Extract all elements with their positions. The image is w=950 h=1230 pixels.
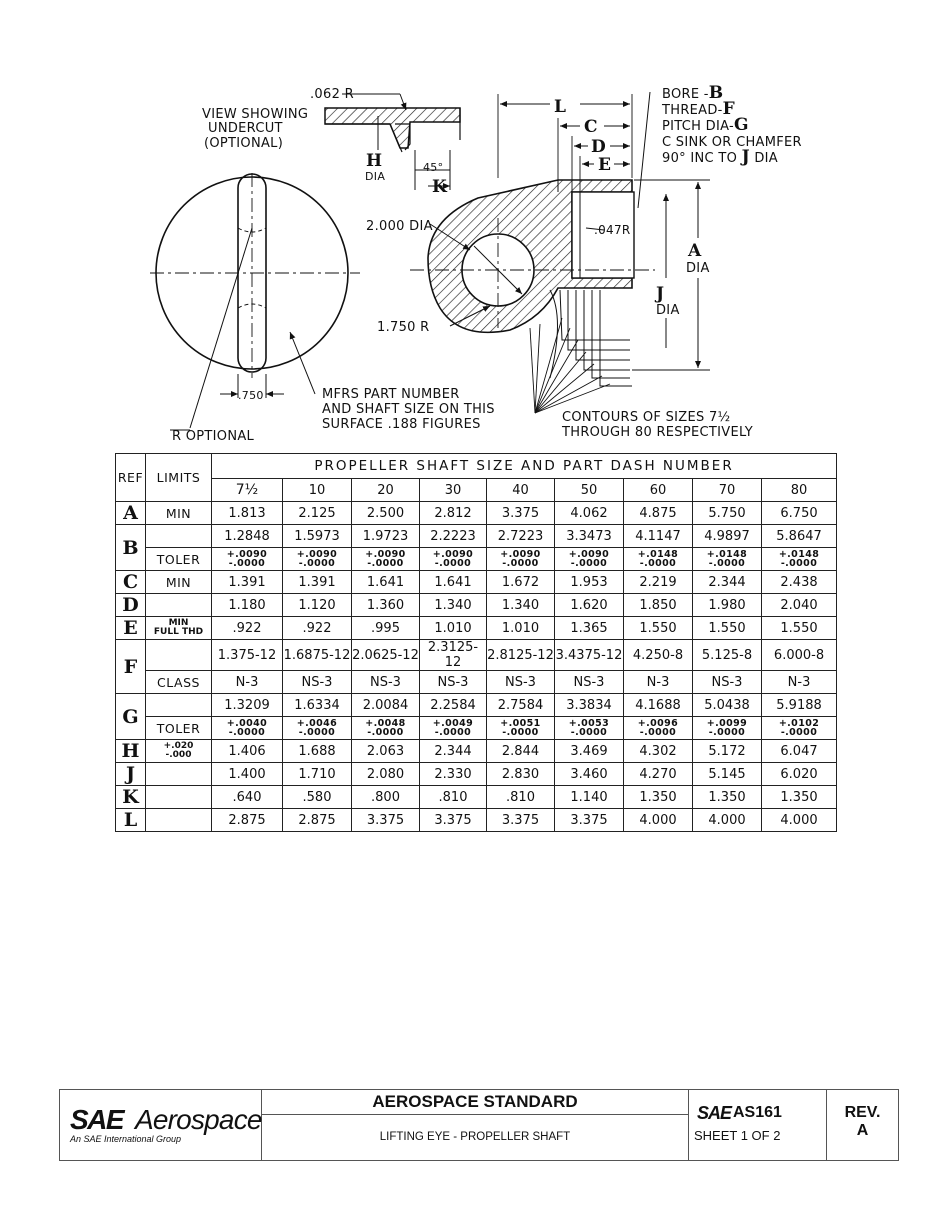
- value-cell: 3.4375-12: [555, 640, 624, 671]
- logo-sae-text: SAE: [70, 1104, 124, 1135]
- table-body: [116, 502, 837, 832]
- value-cell: 2.8125-12: [487, 640, 555, 671]
- value-cell: 4.000: [762, 809, 837, 832]
- document-number-cell: [689, 1090, 827, 1160]
- dim-letter-j: J: [656, 284, 665, 304]
- technical-drawing: [110, 78, 845, 448]
- value-cell: 2.844: [487, 740, 555, 763]
- value-cell: 1.9723: [352, 525, 420, 548]
- value-cell: 2.125: [283, 502, 352, 525]
- value-cell: +.0090 -.0000: [487, 548, 555, 571]
- value-cell: 3.375: [352, 809, 420, 832]
- value-cell: 2.2584: [420, 694, 487, 717]
- table-row: [116, 740, 837, 763]
- table-row: [116, 571, 837, 594]
- view-undercut-line-2: UNDERCUT: [208, 121, 283, 136]
- value-cell: 6.047: [762, 740, 837, 763]
- value-cell: 6.020: [762, 763, 837, 786]
- thread-note-text: THREAD-: [662, 103, 723, 118]
- value-cell: +.0102 -.0000: [762, 717, 837, 740]
- value-cell: NS-3: [555, 671, 624, 694]
- sae-aerospace-logo: [60, 1090, 262, 1160]
- value-cell: 1.688: [283, 740, 352, 763]
- ref-header: REF: [116, 454, 146, 502]
- document-number: AS161: [733, 1104, 782, 1121]
- svg-text:THREAD-F: [661, 99, 735, 119]
- value-cell: 4.1688: [624, 694, 693, 717]
- table-row: [116, 594, 837, 617]
- value-cell: 1.850: [624, 594, 693, 617]
- limit-cell: [146, 525, 212, 548]
- value-cell: 2.7584: [487, 694, 555, 717]
- standard-label: AEROSPACE STANDARD: [262, 1090, 688, 1115]
- limit-cell: [146, 809, 212, 832]
- value-cell: 1.6875-12: [283, 640, 352, 671]
- dim-letter-k: K: [432, 177, 447, 197]
- mfrs-note-line-2: AND SHAFT SIZE ON THIS: [322, 402, 495, 417]
- ref-cell: C: [116, 571, 146, 594]
- value-cell: 5.8647: [762, 525, 837, 548]
- value-cell: 1.406: [212, 740, 283, 763]
- value-cell: +.0040 -.0000: [212, 717, 283, 740]
- value-cell: +.0046 -.0000: [283, 717, 352, 740]
- size-group-header: PROPELLER SHAFT SIZE AND PART DASH NUMBER: [212, 454, 837, 479]
- value-cell: 1.6334: [283, 694, 352, 717]
- value-cell: 3.375: [487, 809, 555, 832]
- value-cell: 2.875: [283, 809, 352, 832]
- value-cell: 4.9897: [693, 525, 762, 548]
- limit-cell: MIN FULL THD: [146, 617, 212, 640]
- title-block: [59, 1089, 899, 1161]
- value-cell: 1.400: [212, 763, 283, 786]
- svg-text:90° INC TO J DIA: [662, 147, 778, 167]
- value-cell: 2.2223: [420, 525, 487, 548]
- limit-cell: [146, 694, 212, 717]
- ref-cell: J: [116, 763, 146, 786]
- label-062r: .062 R: [310, 87, 354, 102]
- revision-label: REV.: [844, 1104, 881, 1121]
- value-cell: 2.063: [352, 740, 420, 763]
- value-cell: .800: [352, 786, 420, 809]
- value-cell: +.0049 -.0000: [420, 717, 487, 740]
- ref-cell: H: [116, 740, 146, 763]
- value-cell: 4.062: [555, 502, 624, 525]
- ref-cell: B: [116, 525, 146, 571]
- value-cell: +.0099 -.0000: [693, 717, 762, 740]
- value-cell: 3.3473: [555, 525, 624, 548]
- svg-text:PITCH DIA-G: [662, 115, 749, 135]
- bore-note-text: BORE -: [662, 87, 709, 102]
- value-cell: +.0048 -.0000: [352, 717, 420, 740]
- value-cell: NS-3: [283, 671, 352, 694]
- value-cell: 1.350: [624, 786, 693, 809]
- size-header-cell: 70: [693, 479, 762, 502]
- value-cell: +.0090 -.0000: [555, 548, 624, 571]
- inc-note-letter-j: J: [741, 147, 750, 167]
- label-047r: .047R: [594, 223, 631, 237]
- size-header-row: [116, 479, 837, 502]
- inc-note-text: 90° INC TO: [662, 151, 738, 166]
- value-cell: 2.830: [487, 763, 555, 786]
- size-header-cell: 30: [420, 479, 487, 502]
- value-cell: 1.365: [555, 617, 624, 640]
- table-row: [116, 763, 837, 786]
- table-row: [116, 548, 837, 571]
- contours-note-line-2: THROUGH 80 RESPECTIVELY: [562, 425, 754, 440]
- value-cell: 2.500: [352, 502, 420, 525]
- undercut-detail-view: [325, 94, 460, 190]
- value-cell: 1.2848: [212, 525, 283, 548]
- value-cell: +.0090 -.0000: [420, 548, 487, 571]
- value-cell: 1.375-12: [212, 640, 283, 671]
- value-cell: 1.180: [212, 594, 283, 617]
- value-cell: N-3: [212, 671, 283, 694]
- value-cell: 2.3125-12: [420, 640, 487, 671]
- value-cell: +.0090 -.0000: [212, 548, 283, 571]
- view-undercut-line-1: VIEW SHOWING: [202, 107, 309, 122]
- view-undercut-line-3: (OPTIONAL): [204, 136, 284, 151]
- value-cell: 5.9188: [762, 694, 837, 717]
- label-750: .750: [238, 389, 264, 402]
- thread-note-letter-f: F: [722, 99, 736, 119]
- value-cell: NS-3: [693, 671, 762, 694]
- bore-thread-note: [661, 83, 802, 167]
- logo-aerospace-text: Aerospace: [135, 1104, 262, 1135]
- value-cell: 4.000: [624, 809, 693, 832]
- value-cell: 1.550: [624, 617, 693, 640]
- value-cell: .640: [212, 786, 283, 809]
- value-cell: 4.270: [624, 763, 693, 786]
- value-cell: 5.0438: [693, 694, 762, 717]
- logo-subtitle: An SAE International Group: [70, 1134, 182, 1144]
- value-cell: .810: [487, 786, 555, 809]
- size-header-cell: 60: [624, 479, 693, 502]
- value-cell: +.0148 -.0000: [762, 548, 837, 571]
- value-cell: 3.469: [555, 740, 624, 763]
- value-cell: 1.120: [283, 594, 352, 617]
- dim-letter-e: E: [598, 155, 611, 175]
- dim-letter-h: H: [366, 151, 383, 171]
- value-cell: 1.350: [693, 786, 762, 809]
- dimension-table: [115, 453, 837, 832]
- pitch-note-text: PITCH DIA-: [662, 119, 734, 134]
- value-cell: 1.350: [762, 786, 837, 809]
- ref-cell: E: [116, 617, 146, 640]
- value-cell: 2.0084: [352, 694, 420, 717]
- value-cell: NS-3: [420, 671, 487, 694]
- label-1750r: 1.750 R: [377, 320, 430, 335]
- size-header-cell: 40: [487, 479, 555, 502]
- value-cell: 2.080: [352, 763, 420, 786]
- value-cell: 4.302: [624, 740, 693, 763]
- value-cell: +.0096 -.0000: [624, 717, 693, 740]
- ref-cell: A: [116, 502, 146, 525]
- mfrs-note-line-1: MFRS PART NUMBER: [322, 387, 460, 402]
- ref-cell: G: [116, 694, 146, 740]
- title-center: [262, 1090, 689, 1160]
- table-row: [116, 717, 837, 740]
- size-header-cell: 10: [283, 479, 352, 502]
- value-cell: 2.219: [624, 571, 693, 594]
- size-header-cell: 50: [555, 479, 624, 502]
- value-cell: 1.620: [555, 594, 624, 617]
- value-cell: NS-3: [487, 671, 555, 694]
- limit-cell: TOLER: [146, 717, 212, 740]
- value-cell: 5.125-8: [693, 640, 762, 671]
- value-cell: 5.172: [693, 740, 762, 763]
- label-2000-dia: 2.000 DIA: [366, 219, 433, 234]
- value-cell: 2.438: [762, 571, 837, 594]
- value-cell: 3.375: [420, 809, 487, 832]
- limit-cell: [146, 640, 212, 671]
- value-cell: 1.010: [487, 617, 555, 640]
- svg-text:BORE -B: [662, 83, 723, 103]
- limit-cell: MIN: [146, 502, 212, 525]
- value-cell: 1.340: [487, 594, 555, 617]
- r-optional-note: R OPTIONAL: [172, 429, 255, 444]
- value-cell: 2.7223: [487, 525, 555, 548]
- revision-value: A: [856, 1122, 869, 1139]
- value-cell: .810: [420, 786, 487, 809]
- table-row: [116, 617, 837, 640]
- table-row: [116, 671, 837, 694]
- limit-cell: [146, 763, 212, 786]
- value-cell: N-3: [624, 671, 693, 694]
- table-row: [116, 640, 837, 671]
- inc-note-suffix: DIA: [754, 151, 778, 166]
- limit-cell: +.020 -.000: [146, 740, 212, 763]
- sheet-number: SHEET 1 OF 2: [694, 1128, 781, 1143]
- table-row: [116, 786, 837, 809]
- value-cell: +.0148 -.0000: [624, 548, 693, 571]
- value-cell: 2.812: [420, 502, 487, 525]
- value-cell: 5.145: [693, 763, 762, 786]
- value-cell: .922: [283, 617, 352, 640]
- ref-cell: L: [116, 809, 146, 832]
- value-cell: 1.391: [283, 571, 352, 594]
- value-cell: 1.672: [487, 571, 555, 594]
- table-row: [116, 694, 837, 717]
- dim-letter-l: L: [554, 97, 566, 117]
- value-cell: NS-3: [352, 671, 420, 694]
- value-cell: 3.375: [487, 502, 555, 525]
- dim-letter-c: C: [584, 117, 598, 137]
- value-cell: +.0051 -.0000: [487, 717, 555, 740]
- label-h-dia: DIA: [365, 170, 386, 183]
- contours-note-line-1: CONTOURS OF SIZES 7½: [562, 410, 731, 425]
- value-cell: 4.875: [624, 502, 693, 525]
- value-cell: 1.641: [420, 571, 487, 594]
- label-45-degrees: 45°: [423, 161, 444, 174]
- value-cell: .995: [352, 617, 420, 640]
- value-cell: 2.344: [420, 740, 487, 763]
- value-cell: 1.550: [762, 617, 837, 640]
- pitch-note-letter-g: G: [733, 115, 749, 135]
- value-cell: 4.000: [693, 809, 762, 832]
- value-cell: 6.000-8: [762, 640, 837, 671]
- limit-cell: CLASS: [146, 671, 212, 694]
- limit-cell: TOLER: [146, 548, 212, 571]
- value-cell: +.0053 -.0000: [555, 717, 624, 740]
- label-a-dia: DIA: [686, 261, 710, 276]
- size-header-cell: 20: [352, 479, 420, 502]
- value-cell: 4.1147: [624, 525, 693, 548]
- value-cell: 1.980: [693, 594, 762, 617]
- size-header-cell: 80: [762, 479, 837, 502]
- value-cell: .922: [212, 617, 283, 640]
- value-cell: 1.010: [420, 617, 487, 640]
- doc-sae-logo: SAE: [697, 1103, 732, 1123]
- table-row: [116, 525, 837, 548]
- limit-cell: [146, 594, 212, 617]
- value-cell: 1.641: [352, 571, 420, 594]
- size-header-cell: 7½: [212, 479, 283, 502]
- value-cell: 3.3834: [555, 694, 624, 717]
- value-cell: N-3: [762, 671, 837, 694]
- value-cell: 6.750: [762, 502, 837, 525]
- value-cell: 1.813: [212, 502, 283, 525]
- value-cell: 1.340: [420, 594, 487, 617]
- value-cell: 1.140: [555, 786, 624, 809]
- dim-letter-d: D: [591, 137, 606, 157]
- value-cell: 1.3209: [212, 694, 283, 717]
- value-cell: 2.330: [420, 763, 487, 786]
- value-cell: 1.5973: [283, 525, 352, 548]
- limit-cell: MIN: [146, 571, 212, 594]
- value-cell: 1.710: [283, 763, 352, 786]
- value-cell: +.0148 -.0000: [693, 548, 762, 571]
- ref-cell: D: [116, 594, 146, 617]
- value-cell: 1.360: [352, 594, 420, 617]
- value-cell: 3.375: [555, 809, 624, 832]
- label-j-dia: DIA: [656, 303, 680, 318]
- ref-cell: K: [116, 786, 146, 809]
- value-cell: 1.953: [555, 571, 624, 594]
- document-title: LIFTING EYE - PROPELLER SHAFT: [379, 1131, 571, 1143]
- value-cell: 2.344: [693, 571, 762, 594]
- value-cell: 4.250-8: [624, 640, 693, 671]
- value-cell: +.0090 -.0000: [283, 548, 352, 571]
- bore-note-letter-b: B: [708, 83, 724, 103]
- value-cell: 2.875: [212, 809, 283, 832]
- table-row: [116, 502, 837, 525]
- revision-cell: [827, 1090, 898, 1160]
- value-cell: 3.460: [555, 763, 624, 786]
- value-cell: +.0090 -.0000: [352, 548, 420, 571]
- table-row: [116, 809, 837, 832]
- csink-note-text: C SINK OR CHAMFER: [662, 135, 802, 150]
- mfrs-note-line-3: SURFACE .188 FIGURES: [322, 417, 481, 432]
- limits-header: LIMITS: [146, 454, 212, 502]
- ref-cell: F: [116, 640, 146, 694]
- value-cell: 1.550: [693, 617, 762, 640]
- value-cell: .580: [283, 786, 352, 809]
- value-cell: 2.0625-12: [352, 640, 420, 671]
- value-cell: 2.040: [762, 594, 837, 617]
- value-cell: 1.391: [212, 571, 283, 594]
- value-cell: 5.750: [693, 502, 762, 525]
- limit-cell: [146, 786, 212, 809]
- dim-letter-a: A: [688, 241, 702, 261]
